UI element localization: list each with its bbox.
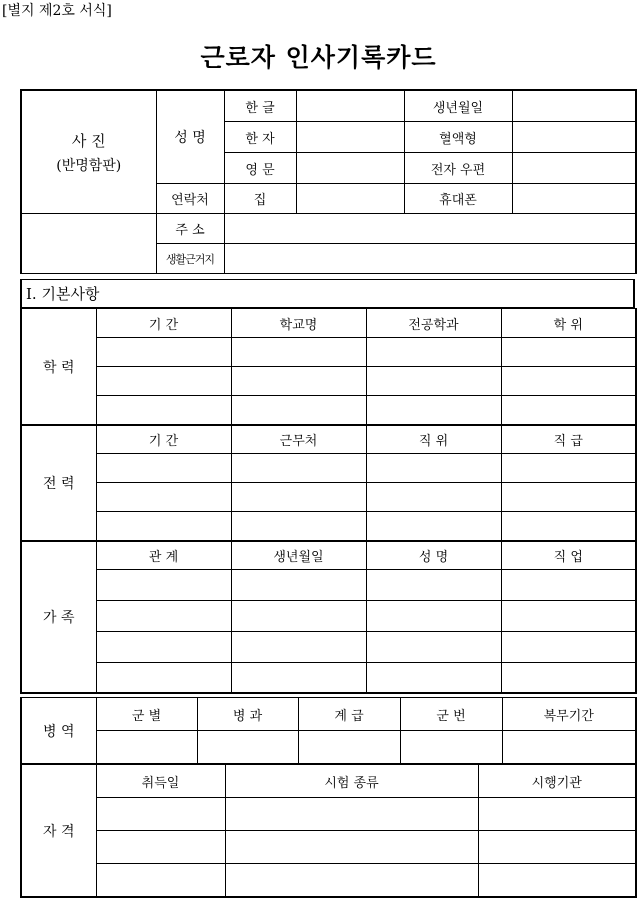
cell[interactable] [96,570,231,601]
license-label: 자 격 [21,765,96,898]
cell[interactable] [501,632,636,663]
cell[interactable] [400,731,502,765]
cell[interactable] [231,454,366,483]
education-label: 학 력 [21,309,96,426]
table-row [21,831,636,864]
address-label: 주 소 [156,214,224,244]
cell[interactable] [225,864,478,898]
career-table [20,424,637,542]
cell[interactable] [96,338,231,367]
cell[interactable] [366,367,501,396]
cell[interactable] [366,632,501,663]
home-phone-field[interactable] [296,184,404,214]
cell[interactable] [501,663,636,694]
military-col-specialty: 병 과 [197,698,298,731]
birth-field[interactable] [512,90,636,122]
education-col-major: 전공학과 [366,309,501,338]
cell[interactable] [231,601,366,632]
cell[interactable] [501,512,636,542]
page-title: 근로자 인사기록카드 [200,43,437,72]
residence-field[interactable] [224,244,636,274]
photo-cell[interactable] [21,90,156,214]
military-col-rank: 계 급 [298,698,400,731]
cell[interactable] [366,396,501,426]
family-col-name: 성 명 [366,541,501,570]
cell[interactable] [231,338,366,367]
career-col-workplace: 근무처 [231,425,366,454]
table-row [21,864,636,898]
table-row [21,731,636,765]
cell[interactable] [366,663,501,694]
english-field[interactable] [296,153,404,184]
cell[interactable] [231,483,366,512]
career-label: 전 력 [21,425,96,542]
license-col-date: 취득일 [96,765,225,798]
cell[interactable] [501,367,636,396]
career-col-position: 직 위 [366,425,501,454]
cell[interactable] [231,663,366,694]
table-row [21,632,636,663]
hangul-field[interactable] [296,90,404,122]
license-col-exam: 시험 종류 [225,765,478,798]
education-col-degree: 학 위 [501,309,636,338]
cell[interactable] [366,570,501,601]
cell[interactable] [197,731,298,765]
basic-section-heading: Ⅰ. 기본사항 [20,279,635,308]
blood-field[interactable] [512,122,636,153]
cell[interactable] [231,512,366,542]
military-col-number: 군 번 [400,698,502,731]
family-col-birth: 생년월일 [231,541,366,570]
personal-info-table [20,89,637,274]
cell[interactable] [478,831,636,864]
family-col-job: 직 업 [501,541,636,570]
cell[interactable] [96,601,231,632]
military-table [20,697,637,765]
email-field[interactable] [512,153,636,184]
photo-spacer [21,214,156,244]
license-col-agency: 시행기관 [478,765,636,798]
military-label: 병 역 [21,698,96,765]
cell[interactable] [366,338,501,367]
table-row [21,798,636,831]
name-label: 성 명 [156,90,224,184]
cell[interactable] [366,454,501,483]
cell[interactable] [501,570,636,601]
table-row [21,396,636,426]
residence-label: 생활근거지 [156,244,224,274]
cell[interactable] [96,798,225,831]
career-col-period: 기 간 [96,425,231,454]
table-row [21,454,636,483]
address-field[interactable] [224,214,636,244]
hanja-field[interactable] [296,122,404,153]
cell[interactable] [96,831,225,864]
cell[interactable] [231,632,366,663]
table-row [21,570,636,601]
birth-label: 생년월일 [404,90,512,122]
cell[interactable] [96,663,231,694]
cell[interactable] [96,367,231,396]
cell[interactable] [501,396,636,426]
table-row [21,663,636,694]
military-col-period: 복무기간 [502,698,636,731]
cell[interactable] [231,367,366,396]
table-row [21,367,636,396]
cell[interactable] [366,483,501,512]
cell[interactable] [231,396,366,426]
career-col-rank: 직 급 [501,425,636,454]
mobile-field[interactable] [512,184,636,214]
hanja-label: 한 자 [224,122,296,153]
cell[interactable] [478,798,636,831]
cell[interactable] [366,601,501,632]
family-table [20,540,637,694]
cell[interactable] [96,512,231,542]
table-row [21,483,636,512]
cell[interactable] [501,483,636,512]
license-table [20,764,637,898]
hangul-label: 한 글 [224,90,296,122]
cell[interactable] [478,864,636,898]
mobile-label: 휴대폰 [404,184,512,214]
education-table [20,308,637,426]
military-col-branch: 군 별 [96,698,197,731]
cell[interactable] [502,731,636,765]
contact-label: 연락처 [156,184,224,214]
family-col-relation: 관 계 [96,541,231,570]
family-label: 가 족 [21,541,96,694]
table-row [21,338,636,367]
table-row [21,601,636,632]
english-label: 영 문 [224,153,296,184]
cell[interactable] [96,632,231,663]
cell[interactable] [96,731,197,765]
cell[interactable] [501,601,636,632]
cell[interactable] [96,483,231,512]
cell[interactable] [96,396,231,426]
cell[interactable] [501,454,636,483]
education-col-period: 기 간 [96,309,231,338]
cell[interactable] [366,512,501,542]
cell[interactable] [225,831,478,864]
email-label: 전자 우편 [404,153,512,184]
photo-label: 사 진 [71,131,106,150]
home-label: 집 [224,184,296,214]
cell[interactable] [96,454,231,483]
form-number-label: [별지 제2호 서식] [2,3,112,19]
cell[interactable] [231,570,366,601]
cell[interactable] [96,864,225,898]
cell[interactable] [501,338,636,367]
education-col-school: 학교명 [231,309,366,338]
table-row [21,512,636,542]
cell[interactable] [225,798,478,831]
photo-spacer-2 [21,244,156,274]
blood-label: 혈액형 [404,122,512,153]
photo-note: (반명함판) [56,157,122,174]
cell[interactable] [298,731,400,765]
